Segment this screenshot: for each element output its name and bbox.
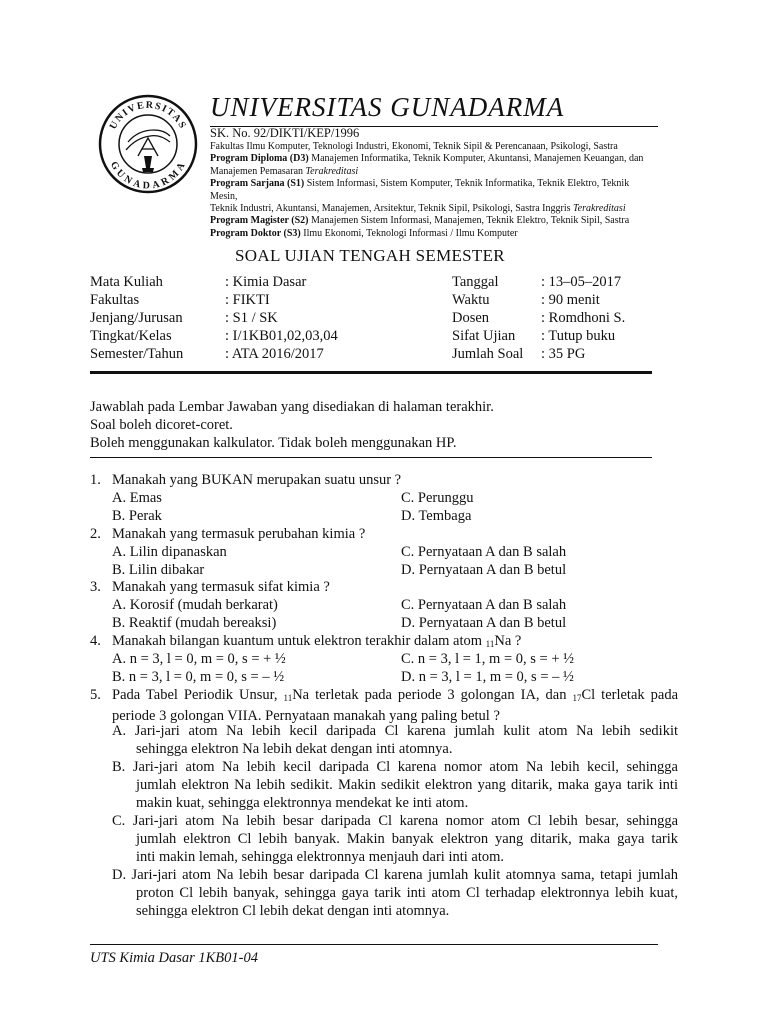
info-value: : S1 / SK (225, 310, 278, 326)
option-line: A. Jari-jari atom Na lebih kecil daripada Cl karena jumlah kulit atom Na lebih sedikit (112, 723, 678, 739)
q3-option-a: A. Korosif (mudah berkarat) (112, 597, 278, 613)
info-label: Tingkat/Kelas (90, 328, 172, 344)
faculty-programs (210, 141, 654, 240)
info-label: Jumlah Soal (452, 346, 524, 362)
q4-option-b: B. n = 3, l = 0, m = 0, s = – ½ (112, 669, 285, 685)
info-label: Jenjang/Jurusan (90, 310, 183, 326)
q4-text: Manakah bilangan kuantum untuk elektron terakhir dalam atom $_{11}$Na ? (112, 633, 522, 649)
option-line: jumlah elektron Na lebih sedikit. Makin sedikit elektron yang ditarik, maka gaya tarik inti (136, 777, 678, 793)
s2-program: Program Magister (S2) Manajemen Sistem Informasi, Manajemen, Teknik Elektro, Teknik Sipil, Sastra (210, 215, 630, 227)
q3-option-b: B. Reaktif (mudah bereaksi) (112, 615, 277, 631)
q2-text: Manakah yang termasuk perubahan kimia ? (112, 526, 366, 542)
info-value: : 90 menit (541, 292, 600, 308)
logo-text-bottom: GUNADARMA (107, 159, 189, 192)
info-label: Tanggal (452, 274, 499, 290)
instruction-line: Jawablah pada Lembar Jawaban yang disediakan di halaman terakhir. (90, 399, 494, 415)
info-value: : 35 PG (541, 346, 586, 362)
q4-option-c: C. n = 3, l = 1, m = 0, s = + ½ (401, 651, 575, 667)
s1-program: Program Sarjana (S1) Sistem Informasi, Sistem Komputer, Teknik Informatika, Teknik Elektro, Teknik Mesin, (210, 178, 630, 202)
option-line: B. Jari-jari atom Na lebih kecil daripada Cl karena nomor atom Na lebih kecil, sehingga (112, 759, 678, 775)
q3-option-c: C. Pernyataan A dan B salah (401, 597, 567, 613)
instructions-divider (90, 457, 652, 458)
info-label: Dosen (452, 310, 490, 326)
university-name: UNIVERSITAS GUNADARMA (210, 92, 565, 122)
info-values-left (225, 273, 338, 363)
info-labels-left (90, 273, 183, 363)
info-value: : Romdhoni S. (541, 310, 626, 326)
q5-option-b (112, 758, 678, 812)
q5-option-c (112, 812, 678, 866)
q2-option-a: A. Lilin dipanaskan (112, 544, 227, 560)
info-value: : Kimia Dasar (225, 274, 307, 290)
q5-option-d (112, 866, 678, 920)
option-line: inti makin lemah, sehingga elektronnya menjauh dari inti atom. (136, 849, 505, 865)
info-value: : FIKTI (225, 292, 270, 308)
info-value: : 13–05–2017 (541, 274, 622, 290)
info-label: Mata Kuliah (90, 274, 163, 290)
s1-program-cont: Teknik Industri, Akuntansi, Manajemen, Arsitektur, Teknik Sipil, Psikologi, Sastra Inggris Terakreditasi (210, 203, 626, 215)
option-line: sehingga elektron Na lebih dekat dengan inti atomnya. (136, 741, 453, 757)
info-values-right (541, 273, 625, 363)
q5-number: 5. (90, 687, 101, 703)
q2-number: 2. (90, 526, 101, 542)
option-line: jumlah elektron Cl lebih banyak. Makin banyak elektron yang ditarik, maka gaya tarik (136, 831, 678, 847)
info-label: Waktu (452, 292, 490, 308)
info-value: : ATA 2016/2017 (225, 346, 324, 362)
info-label: Semester/Tahun (90, 346, 184, 362)
q1-text: Manakah yang BUKAN merupakan suatu unsur ? (112, 472, 402, 488)
d3-program: Program Diploma (D3) Manajemen Informatika, Teknik Komputer, Akuntansi, Manajemen Keuangan, dan Manajemen Pemasaran Terakreditasi (210, 153, 644, 177)
q1-option-d: D. Tembaga (401, 508, 472, 524)
footer-text: UTS Kimia Dasar 1KB01-04 (90, 950, 258, 966)
option-line: sehingga elektron Cl lebih dekat dengan inti atomnya. (136, 903, 450, 919)
q1-option-c: C. Perunggu (401, 490, 474, 506)
footer-divider (90, 944, 658, 945)
instruction-line: Boleh menggunakan kalkulator. Tidak boleh menggunakan HP. (90, 435, 457, 451)
sk-number: SK. No. 92/DIKTI/KEP/1996 (210, 126, 360, 140)
option-line: D. Jari-jari atom Na lebih besar daripada Cl karena jumlah kulit atomnya sama, tetapi jumlah (112, 867, 678, 883)
q3-option-d: D. Pernyataan A dan B betul (401, 615, 567, 631)
info-label: Sifat Ujian (452, 328, 516, 344)
info-value: : I/1KB01,02,03,04 (225, 328, 338, 344)
q2-option-b: B. Lilin dibakar (112, 562, 205, 578)
s3-program: Program Doktor (S3) Ilmu Ekonomi, Teknologi Informasi / Ilmu Komputer (210, 227, 518, 239)
q1-option-a: A. Emas (112, 490, 162, 506)
instruction-line: Soal boleh dicoret-coret. (90, 417, 233, 433)
q4-number: 4. (90, 633, 101, 649)
q5-text: Pada Tabel Periodik Unsur, $_{11}$Na terletak pada periode 3 golongan IA, dan $_{17}$Cl terletak pada periode 3 golongan VIIA. Pernyataan manakah yang paling betul ? (112, 687, 679, 724)
q4-option-a: A. n = 3, l = 0, m = 0, s = + ½ (112, 651, 286, 667)
info-divider (90, 371, 652, 374)
faculties-line: Fakultas Ilmu Komputer, Teknologi Industri, Ekonomi, Teknik Sipil & Perencanaan, Psikologi, Sastra (210, 141, 618, 152)
q2-option-c: C. Pernyataan A dan B salah (401, 544, 567, 560)
q4-option-d: D. n = 3, l = 1, m = 0, s = – ½ (401, 669, 574, 685)
option-line: C. Jari-jari atom Na lebih besar daripada Cl karena nomor atom Cl lebih besar, sehingga (112, 813, 678, 829)
q3-text: Manakah yang termasuk sifat kimia ? (112, 579, 330, 595)
q5-option-a (112, 722, 678, 758)
option-line: makin kuat, sehingga elektronnya mendekat ke inti atom. (136, 795, 469, 811)
info-value: : Tutup buku (541, 328, 616, 344)
option-line: proton Cl lebih banyak, sehingga gaya tarik inti atom Cl terhadap elektronnya lebih kuat, (136, 885, 678, 901)
q1-option-b: B. Perak (112, 508, 162, 524)
logo-text-top: UNIVERSITAS (107, 99, 189, 132)
instructions (90, 398, 494, 452)
info-labels-right (452, 273, 523, 363)
exam-title: SOAL UJIAN TENGAH SEMESTER (235, 246, 505, 265)
q2-option-d: D. Pernyataan A dan B betul (401, 562, 567, 578)
info-label: Fakultas (90, 292, 140, 308)
q1-number: 1. (90, 472, 101, 488)
q3-number: 3. (90, 579, 101, 595)
university-logo (98, 94, 198, 194)
